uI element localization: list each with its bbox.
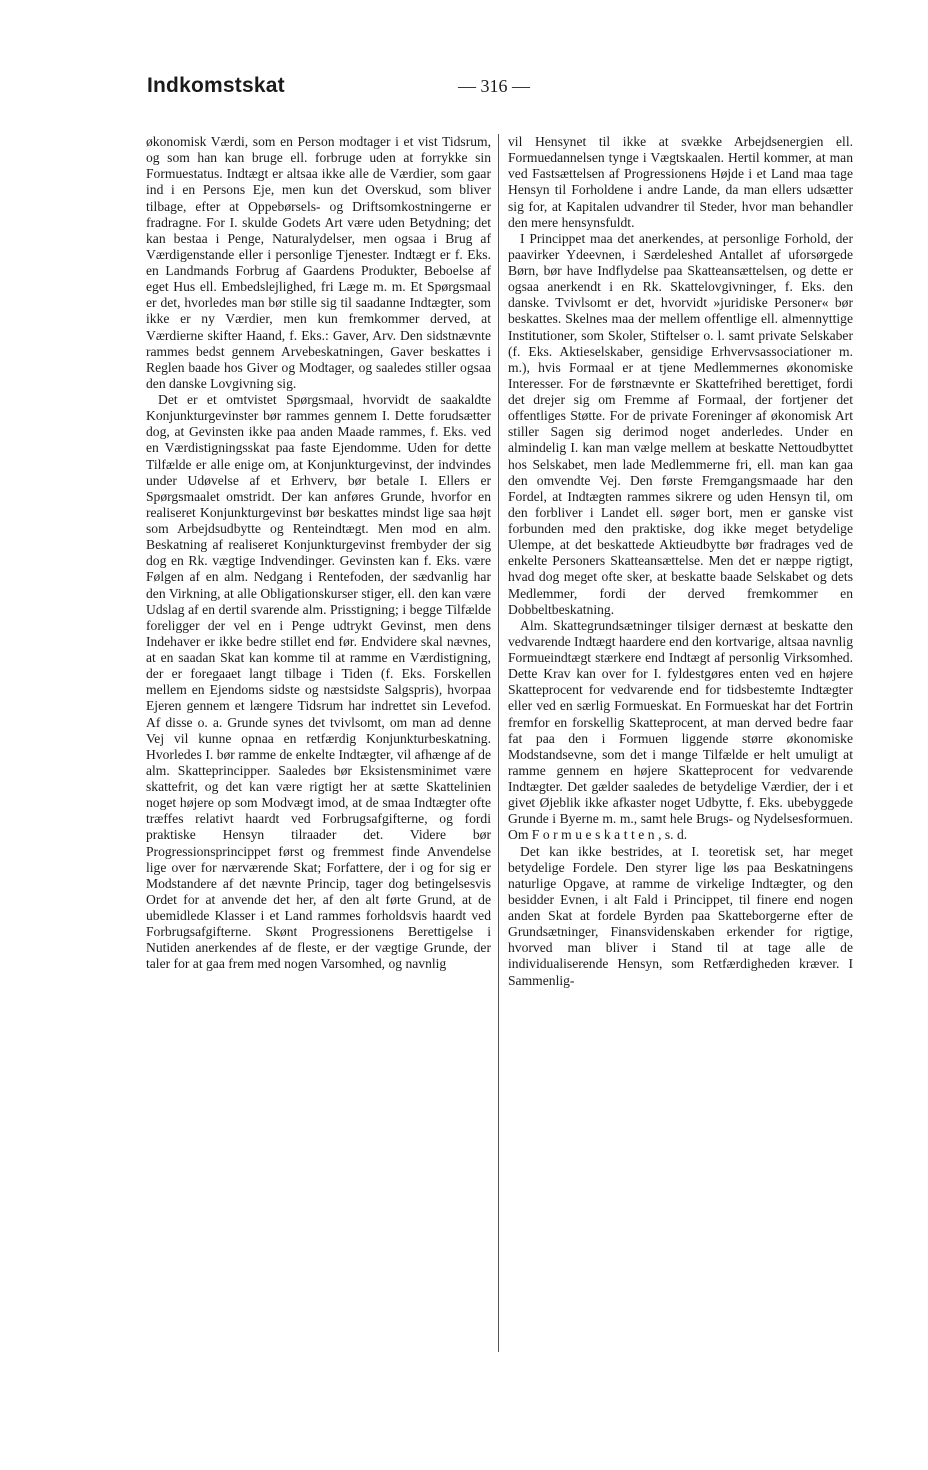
running-title: Indkomstskat bbox=[147, 74, 285, 97]
paragraph-text: Alm. Skattegrundsætninger tilsiger dernæst at beskatte den vedvarende Indtægt haardere end den kortvarige, altsaa navnlig Formueindtægt stærkere end Indtægt af personlig Virksomhed. Dette Krav kan over for I. fyldestgøres enten ved en højere Skatteprocent for vedvarende end for tidsbestemte Indtægter eller ved en særlig Formueskat. En Formueskat har det Fortrin fremfor en forskellig Skatteprocent, at man derved bedre faar fat paa den i Formuen liggende større økonomiske Modstandsevne, som det i mange Tilfælde er helt umuligt at ramme gennem en højere Skatteprocent for vedvarende Indtægter. Det gælder saaledes de betydelige Værdier, der i et givet Øjeblik ikke afkaster noget Udbytte, f. Eks. ubebyggede Grunde i Byerne m. m., samt hele Brugs- og Nydelsesformuen. Om bbox=[508, 617, 853, 843]
cross-reference: Formueskatten bbox=[531, 827, 659, 843]
paragraph: økonomisk Værdi, som en Person modtager i et vist Tidsrum, og som han kan bruge ell. forbruge uden at forrykke sin Formuestatus. Indtægt er altsaa ikke alle de Værdier, som gaar ind i en Persons Eje, men kun det Overskud, som bliver tilbage, efter at Oppebørsels- og Driftsomkostningerne er fradragne. For I. skulde Godets Art være uden Betydning; det kan bestaa i Penge, Naturalydelser, men ogsaa i Brug af Værdigenstande eller i personlige Tjenester. Indtægt er f. Eks. en Landmands Forbrug af Gaardens Produkter, Beboelse af eget Hus ell. Embedslejlighed, fri Læge m. m. Et Spørgsmaal er det, hvorledes man bør stille sig til saadanne Indtægter, som ikke er ny Værdier, men kun fremkommer derved, at Værdierne skifter Haand, f. Eks.: Gaver, Arv. Den sidstnævnte rammes bedst gennem Arvebeskatningen, Gaver beskattes i Reglen baade hos Giver og Modtager, og saaledes stiller ogsaa den danske Lovgivning sig. bbox=[146, 134, 491, 391]
paragraph: I Princippet maa det anerkendes, at personlige Forhold, der paavirker Ydeevnen, i Særdeleshed Antallet af uforsørgede Børn, bør have Indflydelse paa Skatteansættelsen, og dette er ogsaa anerkendt i en Rk. Skattelovgivninger, f. Eks. den danske. Tvivlsomt er det, hvorvidt »juridiske Personer« bør beskattes. Skelnes maa der mellem offentlige ell. almennyttige Institutioner, som Skoler, Stiftelser o. l. samt private Selskaber (f. Eks. Aktieselskaber, gensidige Erhvervsassociationer m. m.), hvis Formaal er at tjene Medlemmernes økonomiske Interesser. For de førstnævnte er Skattefrihed berettiget, fordi det drejer sig om Fremme af Formaal, der fortjener det offentliges Støtte. For de private Foreninger af økonomisk Art stiller Sagen sig derimod noget anderledes. Under en almindelig I. kan man vælge mellem at beskatte Nettoudbyttet hos Selskabet, men lade Medlemmerne fri, ell. man kan gaa den omvendte Vej. Den første Fremgangsmaade har den Fordel, at Indtægten rammes sikrere og uden Hensyn til, om den forbliver i Landet ell. søger bort, men er ganske vist forbunden med den praktiske, dog ikke meget betydelige Ulempe, at det beskattede Aktieudbytte bør fradrages ved de enkelte Personers Skatteansættelse. Men det er næppe rigtigt, hvad dog meget ofte sker, at beskatte baade Selskabet og dets Medlemmer, fordi der derved fremkommer en Dobbeltbeskatning. bbox=[508, 230, 853, 617]
right-column bbox=[508, 134, 853, 989]
paragraph bbox=[508, 618, 853, 844]
paragraph: Det er et omtvistet Spørgsmaal, hvorvidt de saakaldte Konjunkturgevinster bør rammes gennem I. Dette forudsætter dog, at Gevinsten ikke paa anden Maade rammes, f. Eks. ved en Værdistigningsskat paa faste Ejendomme. Uden for dette Tilfælde er alle enige om, at Konjunkturgevinst, der indvindes under Udøvelse af et Erhverv, bør betale I. Ellers er Spørgsmaalet omstridt. Der kan anføres Grunde, hvorfor en realiseret Konjunkturgevinst bør beskattes mindst lige saa højt som Arbejdsudbytte og Renteindtægt. Men mod en alm. Beskatning af realiseret Konjunkturgevinst frembyder der sig dog en Rk. vægtige Indvendinger. Gevinsten kan f. Eks. være Følgen af en alm. Nedgang i Rentefoden, der sædvanlig har den Virkning, at alle Obligationskurser stiger, ell. den kan være Udslag af en dertil svarende alm. Prisstigning; i begge Tilfælde foreligger der vel en i Penge udtrykt Gevinst, men dens Indehaver er ikke bedre stillet end før. Endvidere skal nævnes, at en saadan Skat kan komme til at ramme en Værdistigning, der er foregaaet langt tilbage i Tiden (f. Eks. Forskellen mellem en Ejendoms sidste og næstsidste Salgspris), hvorpaa Ejeren gennem et længere Tidsrum har indrettet sin Levefod. Af disse o. a. Grunde synes det tvivlsomt, om man ad denne Vej vil kunne opnaa en retfærdig Konjunkturbeskatning. Hvorledes I. bør ramme de enkelte Indtægter, vil afhænge af de alm. Skatteprincipper. Saaledes bør Eksistensminimet være skattefrit, og det kan være rigtigt her at sætte Skattelinien noget højere op som Modvægt imod, at de smaa Indtægter ofte træffes relativt haardt ved Forbrugsafgifterne, og fordi praktiske Hensyn tilraader det. Videre bør Progressionsprincippet først og fremmest finde Anvendelse lige over for nærværende Skat; Forfattere, der i og for sig er Modstandere af det nævnte Princip, tager dog betingelsesvis Ordet for at anvende det her, af den alt førte Grund, at de ubemidlede Klasser i et Land rammes forholdsvis haardt ved Forbrugsafgifterne. Skønt Progressionens Berettigelse i Nutiden anerkendes af de fleste, er der vægtige Grunde, der taler for at gaa frem med nogen Varsomhed, og navnlig bbox=[146, 392, 491, 972]
left-column bbox=[146, 134, 491, 973]
page-number: — 316 — bbox=[458, 76, 530, 96]
paragraph: vil Hensynet til ikke at svække Arbejdsenergien ell. Formuedannelsen tynge i Vægtskaalen. Hertil kommer, at man ved Fastsættelsen af Progressionens Højde i et Land maa tage Hensyn til Forholdene i andre Lande, da man ellers udsætter sig for, at Kapitalen udvandrer til Steder, hvor man behandler den mere hensynsfuldt. bbox=[508, 134, 853, 230]
column-divider bbox=[498, 134, 499, 1352]
paragraph-text: , s. d. bbox=[658, 827, 688, 843]
paragraph: Det kan ikke bestrides, at I. teoretisk set, har meget betydelige Fordele. Den styrer lige løs paa Beskatningens naturlige Opgave, at ramme de virkelige Indtægter, og den besidder Evnen, i alt Fald i Princippet, til finere end nogen anden Skat at fordele Byrden paa Skatteborgerne efter de Grundsætninger, Finansvidenskaben erkender for rigtige, hvorved man bliver i Stand til at tage alle de individualiserende Hensyn, som Retfærdigheden kræver. I Sammenlig- bbox=[508, 843, 853, 988]
